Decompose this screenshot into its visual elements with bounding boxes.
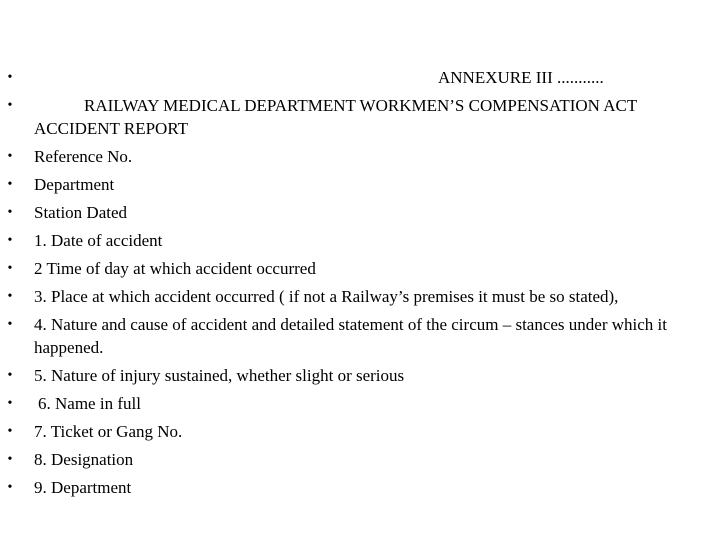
- department-9-label: 9. Department: [34, 478, 132, 497]
- bullet-icon: •: [7, 480, 13, 495]
- time-of-day-label: 2 Time of day at which accident occurred: [34, 259, 316, 278]
- list-item-department-9: [4, 474, 712, 502]
- bullet-icon: •: [7, 98, 13, 113]
- annexure-label: ANNEXURE III ...........: [438, 68, 604, 87]
- bullet-icon: •: [7, 205, 13, 220]
- nature-of-injury-label: 5. Nature of injury sustained, whether slight or serious: [34, 366, 405, 385]
- ticket-gang-number-label: 7. Ticket or Gang No.: [34, 422, 183, 441]
- nature-cause-label: 4. Nature and cause of accident and detailed statement of the circum – stances under which it happened.: [34, 315, 668, 357]
- list-item-name: [4, 390, 712, 418]
- bullet-icon: •: [7, 368, 13, 383]
- reference-number-label: Reference No.: [34, 147, 133, 166]
- list-item-designation: [4, 446, 712, 474]
- report-title: RAILWAY MEDICAL DEPARTMENT WORKMEN’S COMPENSATION ACT ACCIDENT REPORT: [34, 96, 637, 138]
- bullet-icon: •: [7, 289, 13, 304]
- bullet-icon: •: [7, 261, 13, 276]
- list-item-nature-cause: [4, 311, 712, 362]
- list-item-department: [4, 171, 712, 199]
- list-item-annexure: [4, 64, 712, 92]
- bullet-icon: •: [7, 317, 13, 332]
- bullet-icon: •: [7, 177, 13, 192]
- list-item-injury: [4, 362, 712, 390]
- list-item-station: [4, 199, 712, 227]
- bullet-icon: •: [7, 70, 13, 85]
- bullet-icon: •: [7, 149, 13, 164]
- place-of-accident-label: 3. Place at which accident occurred ( if not a Railway’s premises it must be so stated),: [34, 287, 619, 306]
- list-item-ticket: [4, 418, 712, 446]
- department-label: Department: [34, 175, 115, 194]
- list-item-title: [4, 92, 712, 143]
- list-item-time-of-day: [4, 255, 712, 283]
- name-in-full-label: 6. Name in full: [38, 394, 141, 413]
- bullet-icon: •: [7, 452, 13, 467]
- designation-label: 8. Designation: [34, 450, 134, 469]
- bullet-icon: •: [7, 233, 13, 248]
- form-field-list: [4, 64, 712, 502]
- station-dated-label: Station Dated: [34, 203, 128, 222]
- list-item-place: [4, 283, 712, 311]
- bullet-icon: •: [7, 396, 13, 411]
- bullet-icon: •: [7, 424, 13, 439]
- date-of-accident-label: 1. Date of accident: [34, 231, 163, 250]
- list-item-date-of-accident: [4, 227, 712, 255]
- list-item-reference: [4, 143, 712, 171]
